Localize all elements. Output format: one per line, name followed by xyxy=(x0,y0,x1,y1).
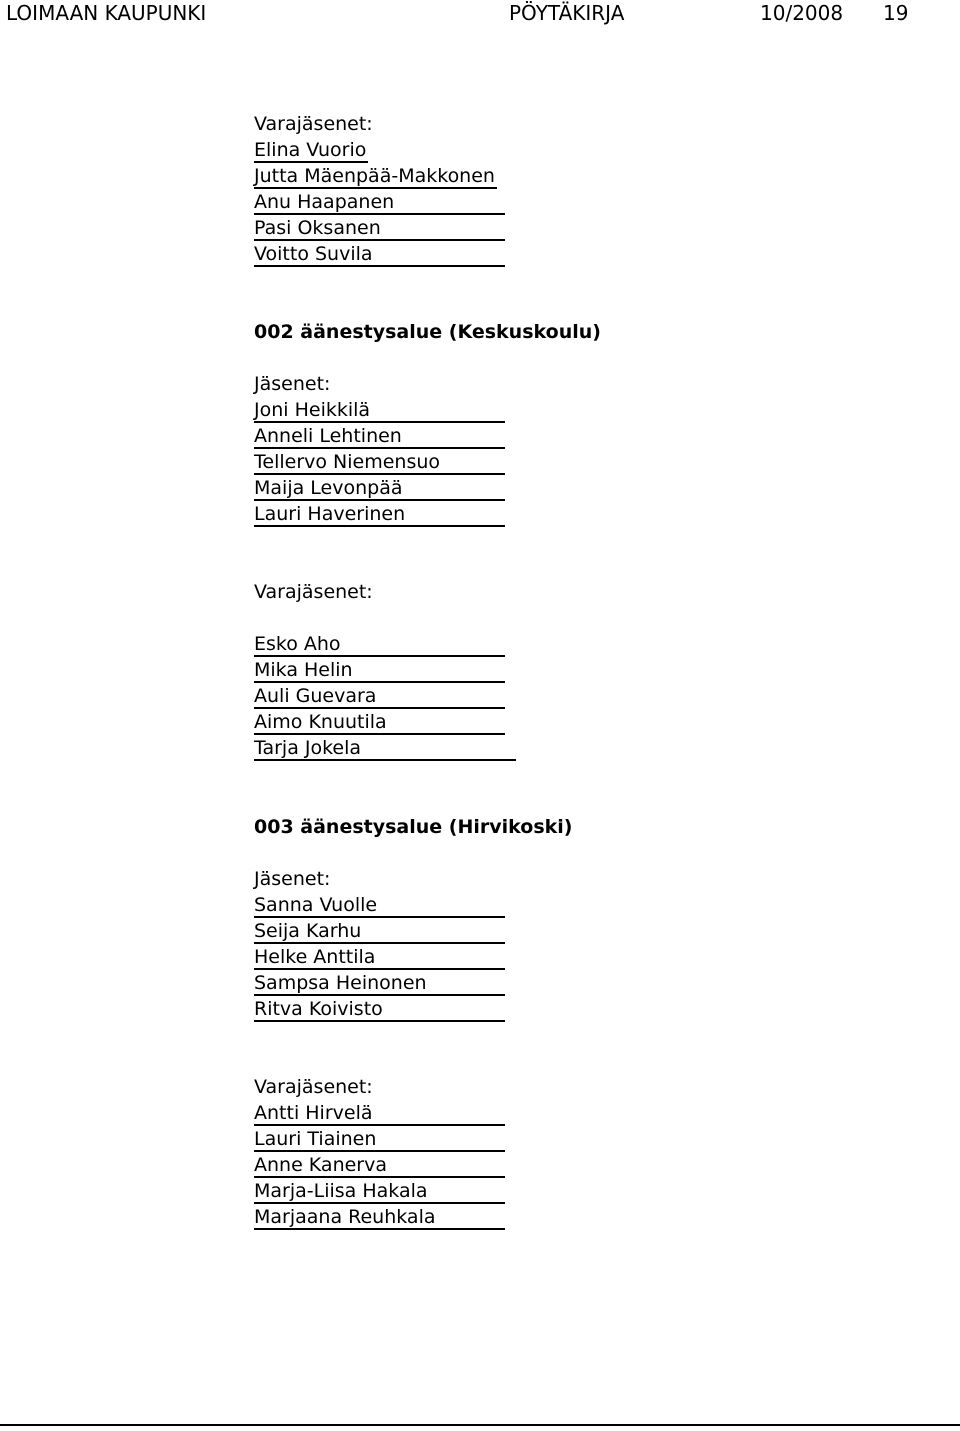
list-item: Sampsa Heinonen xyxy=(254,970,505,996)
list-item: Marja-Liisa Hakala xyxy=(254,1178,505,1204)
list-item: Lauri Haverinen xyxy=(254,501,505,527)
minutes-number: 10/2008 xyxy=(760,1,844,25)
list-item: Ritva Koivisto xyxy=(254,996,505,1022)
list-item: Aimo Knuutila xyxy=(254,709,505,735)
list-item: Tarja Jokela xyxy=(254,735,516,761)
list-item: Voitto Suvila xyxy=(254,241,505,267)
list-item: Sanna Vuolle xyxy=(254,892,505,918)
list-item: Auli Guevara xyxy=(254,683,505,709)
list-item: Helke Anttila xyxy=(254,944,505,970)
list-item: Elina Vuorio xyxy=(254,139,367,161)
list-item: Esko Aho xyxy=(254,631,505,657)
members-label: Jäsenet: xyxy=(254,373,331,395)
list-item: Jutta Mäenpää-Makkonen xyxy=(254,165,495,187)
list-item: Anu Haapanen xyxy=(254,189,505,215)
list-item: Antti Hirvelä xyxy=(254,1100,505,1126)
list-item: Tellervo Niemensuo xyxy=(254,449,505,475)
section-title: 003 äänestysalue (Hirvikoski) xyxy=(254,816,573,838)
list-item: Anneli Lehtinen xyxy=(254,423,505,449)
organization-name: LOIMAAN KAUPUNKI xyxy=(6,1,207,25)
alternates-label: Varajäsenet: xyxy=(254,581,373,603)
section-title: 002 äänestysalue (Keskuskoulu) xyxy=(254,321,601,343)
list-item: Seija Karhu xyxy=(254,918,505,944)
list-item: Mika Helin xyxy=(254,657,505,683)
footer-divider xyxy=(0,1424,960,1426)
list-item: Pasi Oksanen xyxy=(254,215,505,241)
alternates-label: Varajäsenet: xyxy=(254,1076,373,1098)
list-item: Marjaana Reuhkala xyxy=(254,1204,505,1230)
list-item: Joni Heikkilä xyxy=(254,397,505,423)
document-type: PÖYTÄKIRJA xyxy=(509,1,625,25)
alternates-label: Varajäsenet: xyxy=(254,113,373,135)
page-header xyxy=(0,0,960,30)
list-item: Lauri Tiainen xyxy=(254,1126,505,1152)
members-label: Jäsenet: xyxy=(254,868,331,890)
list-item: Anne Kanerva xyxy=(254,1152,505,1178)
list-item: Maija Levonpää xyxy=(254,475,505,501)
page-number: 19 xyxy=(883,1,909,25)
